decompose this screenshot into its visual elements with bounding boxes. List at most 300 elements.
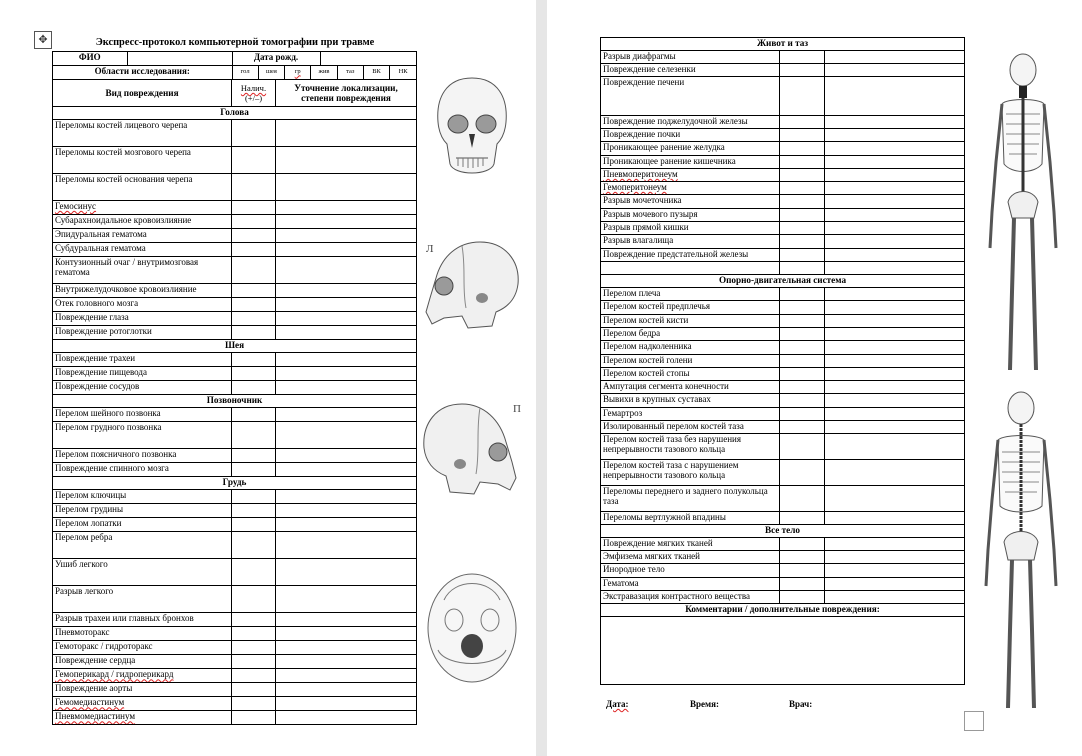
injury-label: Пневмоперитонеум: [601, 168, 780, 181]
presence-cell[interactable]: [780, 115, 825, 128]
injury-label: Разрыв мочеточника: [601, 195, 780, 208]
clarification-cell[interactable]: [276, 215, 417, 229]
table-row: [53, 215, 417, 229]
presence-cell[interactable]: [780, 407, 825, 420]
injury-label: Переломы вертлужной впадины: [601, 511, 780, 524]
presence-cell[interactable]: [232, 697, 276, 711]
clarification-cell[interactable]: [276, 119, 417, 146]
injury-label: Разрыв прямой кишки: [601, 222, 780, 235]
table-row: [53, 326, 417, 340]
presence-cell[interactable]: [780, 354, 825, 367]
table-row: [601, 115, 965, 128]
presence-cell[interactable]: [232, 463, 276, 477]
presence-cell[interactable]: [232, 229, 276, 243]
presence-cell[interactable]: [232, 586, 276, 613]
table-row: [601, 301, 965, 314]
presence-cell[interactable]: [232, 449, 276, 463]
table-row: [53, 312, 417, 326]
injury-label: Ушиб легкого: [53, 559, 232, 586]
injury-label: Повреждение предстательной железы: [601, 248, 780, 261]
presence-cell[interactable]: [780, 460, 825, 486]
clarification-cell[interactable]: [276, 353, 417, 367]
clarification-cell[interactable]: [825, 235, 965, 248]
presence-cell[interactable]: [780, 301, 825, 314]
presence-cell[interactable]: [232, 146, 276, 173]
clarification-cell[interactable]: [276, 641, 417, 655]
clarification-cell[interactable]: [276, 298, 417, 312]
table-row: [601, 208, 965, 221]
presence-cell[interactable]: [232, 257, 276, 284]
clarification-cell[interactable]: [276, 421, 417, 448]
table-row: [601, 367, 965, 380]
area-checkbox-4[interactable]: таз: [337, 66, 363, 79]
injury-label: Переломы переднего и заднего полукольца таза: [601, 485, 780, 511]
skull-right-label: П: [513, 403, 521, 415]
presence-cell[interactable]: [232, 243, 276, 257]
injury-label: Изолированный перелом костей таза: [601, 421, 780, 434]
table-row: [601, 590, 965, 603]
table-row: [53, 449, 417, 463]
table-row: [53, 298, 417, 312]
injury-label: Повреждение трахеи: [53, 353, 232, 367]
section-header: Грудь: [53, 477, 417, 490]
presence-cell[interactable]: [780, 168, 825, 181]
presence-cell[interactable]: [780, 195, 825, 208]
clarification-cell[interactable]: [825, 168, 965, 181]
skeleton-back-figure: [984, 390, 1058, 720]
clarification-cell[interactable]: [276, 627, 417, 641]
section-header: Опорно-двигательная система: [601, 275, 965, 288]
table-row: [53, 257, 417, 284]
clarification-cell[interactable]: [276, 173, 417, 200]
clarification-cell[interactable]: [825, 248, 965, 261]
table-row: [601, 50, 965, 63]
presence-cell[interactable]: [232, 711, 276, 725]
presence-cell[interactable]: [780, 314, 825, 327]
presence-cell[interactable]: [232, 503, 276, 517]
injury-label: Перелом поясничного позвонка: [53, 449, 232, 463]
presence-cell[interactable]: [232, 627, 276, 641]
presence-cell[interactable]: [232, 367, 276, 381]
presence-cell[interactable]: [232, 353, 276, 367]
presence-cell[interactable]: [780, 341, 825, 354]
presence-cell[interactable]: [780, 537, 825, 550]
presence-cell[interactable]: [780, 128, 825, 141]
clarification-cell[interactable]: [825, 222, 965, 235]
clarification-cell[interactable]: [825, 182, 965, 195]
clarification-cell[interactable]: [825, 421, 965, 434]
clarification-cell[interactable]: [825, 261, 965, 274]
injury-label: Повреждение поджелудочной железы: [601, 115, 780, 128]
clarification-cell[interactable]: [276, 449, 417, 463]
table-row: [53, 463, 417, 477]
injury-label: Инородное тело: [601, 564, 780, 577]
presence-cell[interactable]: [780, 590, 825, 603]
clarification-cell[interactable]: [276, 586, 417, 613]
area-checkbox-2[interactable]: гр: [285, 66, 311, 79]
presence-cell[interactable]: [780, 182, 825, 195]
injury-label: Разрыв легкого: [53, 586, 232, 613]
table-row: [53, 627, 417, 641]
table-row: [53, 353, 417, 367]
injury-label: Вывихи в крупных суставах: [601, 394, 780, 407]
injury-label: Повреждение сердца: [53, 655, 232, 669]
presence-cell[interactable]: [232, 531, 276, 558]
clarification-cell[interactable]: [825, 341, 965, 354]
table-row: [601, 381, 965, 394]
presence-cell[interactable]: [780, 485, 825, 511]
table-row: [601, 327, 965, 340]
presence-cell[interactable]: [232, 489, 276, 503]
injury-label: Разрыв диафрагмы: [601, 50, 780, 63]
dob-label: Дата рожд.: [232, 52, 320, 65]
table-row: [601, 354, 965, 367]
clarification-cell[interactable]: [276, 489, 417, 503]
injury-label: Гематома: [601, 577, 780, 590]
comments-field[interactable]: [601, 617, 965, 685]
clarification-cell[interactable]: [825, 590, 965, 603]
clarification-cell[interactable]: [825, 354, 965, 367]
clarification-cell[interactable]: [825, 434, 965, 460]
clarification-cell[interactable]: [825, 551, 965, 564]
footer-time-label: Время:: [690, 699, 719, 709]
presence-cell[interactable]: [780, 155, 825, 168]
clarification-cell[interactable]: [276, 669, 417, 683]
table-row: [601, 485, 965, 511]
clarification-cell[interactable]: [276, 284, 417, 298]
presence-cell[interactable]: [780, 327, 825, 340]
presence-cell[interactable]: [232, 683, 276, 697]
injury-label: [601, 261, 780, 274]
injury-label: Перелом костей таза с нарушением непрерывности тазового кольца: [601, 460, 780, 486]
table-row: [601, 314, 965, 327]
area-checkbox-3[interactable]: жив: [311, 66, 337, 79]
injury-label: Отек головного мозга: [53, 298, 232, 312]
injury-label: Гемомедиастинум: [53, 697, 232, 711]
presence-cell[interactable]: [780, 288, 825, 301]
area-checkbox-6[interactable]: НК: [398, 68, 408, 76]
presence-cell[interactable]: [232, 326, 276, 340]
table-row: [53, 119, 417, 146]
injury-label: Перелом костей предплечья: [601, 301, 780, 314]
presence-cell[interactable]: [232, 298, 276, 312]
skull-left-label: Л: [426, 243, 434, 255]
clarification-cell[interactable]: [276, 503, 417, 517]
dob-field[interactable]: [320, 52, 416, 65]
clarification-cell[interactable]: [825, 564, 965, 577]
presence-cell[interactable]: [780, 235, 825, 248]
table-row: [601, 261, 965, 274]
clarification-cell[interactable]: [825, 327, 965, 340]
injury-label: Эпидуральная гематома: [53, 229, 232, 243]
table-row: [53, 381, 417, 395]
table-row: [601, 511, 965, 524]
clarification-cell[interactable]: [825, 394, 965, 407]
clarification-cell[interactable]: [825, 511, 965, 524]
comments-header: Комментарии / дополнительные повреждения:: [601, 604, 965, 617]
injury-label: Повреждение спинного мозга: [53, 463, 232, 477]
injury-label: Гемосинус: [53, 201, 232, 215]
presence-cell[interactable]: [780, 564, 825, 577]
table-row: [601, 142, 965, 155]
presence-cell[interactable]: [780, 551, 825, 564]
table-row: [601, 564, 965, 577]
table-row: [53, 711, 417, 725]
table-row: [53, 243, 417, 257]
page-end-box: [964, 711, 984, 731]
injury-label: Экстравазация контрастного вещества: [601, 590, 780, 603]
table-row: [53, 655, 417, 669]
table-row: [601, 341, 965, 354]
table-row: [53, 669, 417, 683]
clarification-cell[interactable]: [825, 301, 965, 314]
clarification-cell[interactable]: [825, 77, 965, 115]
injury-label: Гемоперитонеум: [601, 182, 780, 195]
injury-label: Повреждение аорты: [53, 683, 232, 697]
right-form-table: [600, 37, 965, 685]
presence-cell[interactable]: [232, 312, 276, 326]
presence-cell[interactable]: [232, 655, 276, 669]
presence-cell[interactable]: [780, 50, 825, 63]
injury-label: Перелом грудного позвонка: [53, 421, 232, 448]
clarification-cell[interactable]: [276, 326, 417, 340]
injury-label: Перелом костей таза без нарушения непрерывности тазового кольца: [601, 434, 780, 460]
presence-cell[interactable]: [232, 613, 276, 627]
section-header: Все тело: [601, 525, 965, 538]
presence-cell[interactable]: [780, 421, 825, 434]
injury-label: Пневмомедиастинум: [53, 711, 232, 725]
skeleton-front-figure: [988, 52, 1058, 382]
area-checkbox-1[interactable]: шея: [258, 66, 284, 79]
skull-frontal-figure: [432, 76, 512, 182]
presence-cell[interactable]: [232, 381, 276, 395]
clarification-cell[interactable]: [276, 257, 417, 284]
injury-label: Перелом бедра: [601, 327, 780, 340]
clarification-cell[interactable]: [276, 407, 417, 421]
clarification-cell[interactable]: [276, 517, 417, 531]
injury-label: Повреждение сосудов: [53, 381, 232, 395]
clarification-cell[interactable]: [825, 155, 965, 168]
presence-cell[interactable]: [232, 407, 276, 421]
injury-label: Перелом костей стопы: [601, 367, 780, 380]
presence-cell[interactable]: [780, 511, 825, 524]
injury-label: Повреждение ротоглотки: [53, 326, 232, 340]
table-row: [53, 683, 417, 697]
table-row: [53, 201, 417, 215]
clarification-cell[interactable]: [825, 288, 965, 301]
presence-cell[interactable]: [780, 222, 825, 235]
injury-label: Повреждение селезенки: [601, 64, 780, 77]
presence-cell[interactable]: [232, 215, 276, 229]
presence-cell[interactable]: [780, 261, 825, 274]
skull-lateral-left-figure: [422, 238, 522, 334]
clarification-cell[interactable]: [276, 683, 417, 697]
injury-label: Перелом грудины: [53, 503, 232, 517]
table-row: [601, 64, 965, 77]
clarification-cell[interactable]: [276, 655, 417, 669]
clarification-cell[interactable]: [276, 711, 417, 725]
table-row: [601, 434, 965, 460]
presence-cell[interactable]: [780, 367, 825, 380]
table-row: [53, 284, 417, 298]
table-row: [53, 489, 417, 503]
presence-cell[interactable]: [232, 421, 276, 448]
injury-label: Разрыв мочевого пузыря: [601, 208, 780, 221]
presence-cell[interactable]: [232, 669, 276, 683]
table-row: [601, 128, 965, 141]
clarification-cell[interactable]: [276, 367, 417, 381]
table-row: [601, 155, 965, 168]
clarification-cell[interactable]: [276, 146, 417, 173]
injury-label: Повреждение пищевода: [53, 367, 232, 381]
table-row: [53, 503, 417, 517]
injury-label: Перелом плеча: [601, 288, 780, 301]
table-row: [601, 421, 965, 434]
presence-cell[interactable]: [780, 577, 825, 590]
table-row: [53, 586, 417, 613]
clarification-cell[interactable]: [276, 381, 417, 395]
table-move-handle[interactable]: ✥: [34, 31, 52, 49]
presence-cell[interactable]: [780, 142, 825, 155]
table-row: [601, 168, 965, 181]
clarification-cell[interactable]: [825, 367, 965, 380]
presence-cell[interactable]: [232, 284, 276, 298]
clarification-cell[interactable]: [825, 577, 965, 590]
clarification-cell[interactable]: [825, 460, 965, 486]
injury-label: Повреждение печени: [601, 77, 780, 115]
footer-doctor-label: Врач:: [789, 699, 813, 709]
injury-label: Перелом ребра: [53, 531, 232, 558]
table-row: [601, 195, 965, 208]
clarification-cell[interactable]: [276, 201, 417, 215]
clarification-cell[interactable]: [276, 243, 417, 257]
injury-label: Эмфизема мягких тканей: [601, 551, 780, 564]
injury-label: Перелом лопатки: [53, 517, 232, 531]
presence-cell[interactable]: [780, 77, 825, 115]
clarification-cell[interactable]: [276, 312, 417, 326]
clarification-cell[interactable]: [825, 115, 965, 128]
table-row: [53, 697, 417, 711]
presence-cell[interactable]: [232, 517, 276, 531]
presence-cell[interactable]: [232, 641, 276, 655]
section-header: Шея: [53, 340, 417, 353]
table-row: [53, 407, 417, 421]
presence-cell[interactable]: [780, 208, 825, 221]
presence-cell[interactable]: [232, 119, 276, 146]
fio-label: ФИО: [53, 52, 127, 65]
clarification-cell[interactable]: [825, 50, 965, 63]
injury-label: Субарахноидальное кровоизлияние: [53, 215, 232, 229]
table-row: [601, 407, 965, 420]
table-row: [53, 613, 417, 627]
section-header: Голова: [53, 106, 417, 119]
table-row: [53, 531, 417, 558]
clarification-cell[interactable]: [276, 229, 417, 243]
injury-label: Перелом ключицы: [53, 489, 232, 503]
section-header: Позвоночник: [53, 395, 417, 408]
clarification-cell[interactable]: [276, 613, 417, 627]
presence-header: Налич. (+/–): [232, 79, 276, 106]
table-row: [601, 288, 965, 301]
injury-label: Перелом надколенника: [601, 341, 780, 354]
areas-label: Области исследования:: [53, 66, 232, 79]
clarification-cell[interactable]: [825, 381, 965, 394]
injury-label: Переломы костей лицевого черепа: [53, 119, 232, 146]
left-form-table: [52, 51, 417, 725]
area-checkbox-0[interactable]: гол: [232, 66, 258, 79]
clarification-cell[interactable]: [825, 314, 965, 327]
presence-cell[interactable]: [780, 248, 825, 261]
injury-label: Гемоторакс / гидроторакс: [53, 641, 232, 655]
section-header: Живот и таз: [601, 38, 965, 51]
clarification-cell[interactable]: [825, 142, 965, 155]
table-row: [53, 229, 417, 243]
injury-label: Разрыв трахеи или главных бронхов: [53, 613, 232, 627]
table-row: [601, 235, 965, 248]
clarification-cell[interactable]: [276, 463, 417, 477]
injury-label: Гемартроз: [601, 407, 780, 420]
clarification-cell[interactable]: [825, 195, 965, 208]
clarification-cell[interactable]: [825, 128, 965, 141]
table-row: [53, 517, 417, 531]
injury-label: Повреждение глаза: [53, 312, 232, 326]
injury-label: Повреждение почки: [601, 128, 780, 141]
injury-label: Пневмоторакс: [53, 627, 232, 641]
fio-field[interactable]: [127, 52, 232, 65]
footer-date-label: Дата:: [606, 699, 629, 709]
clarification-cell[interactable]: [825, 208, 965, 221]
clarification-cell[interactable]: [825, 537, 965, 550]
presence-cell[interactable]: [232, 173, 276, 200]
table-row: [601, 394, 965, 407]
injury-type-header: Вид повреждения: [53, 79, 232, 106]
clarification-cell[interactable]: [276, 697, 417, 711]
clarification-cell[interactable]: [825, 64, 965, 77]
table-row: [601, 182, 965, 195]
presence-cell[interactable]: [780, 434, 825, 460]
table-row: [53, 367, 417, 381]
area-checkbox-5[interactable]: ВК: [363, 66, 389, 79]
table-row: [601, 577, 965, 590]
document-title: Экспресс-протокол компьютерной томографии при травме: [95, 37, 375, 48]
presence-cell[interactable]: [232, 201, 276, 215]
table-row: [601, 222, 965, 235]
clarification-cell[interactable]: [276, 531, 417, 558]
injury-label: Перелом костей кисти: [601, 314, 780, 327]
presence-cell[interactable]: [232, 559, 276, 586]
injury-label: Повреждение мягких тканей: [601, 537, 780, 550]
skull-lateral-right-figure: [420, 400, 520, 504]
table-row: [601, 537, 965, 550]
skull-base-figure: [424, 570, 520, 686]
injury-label: Субдуральная гематома: [53, 243, 232, 257]
clarification-cell[interactable]: [825, 407, 965, 420]
injury-label: Перелом шейного позвонка: [53, 407, 232, 421]
presence-cell[interactable]: [780, 64, 825, 77]
table-row: [601, 551, 965, 564]
injury-label: Переломы костей мозгового черепа: [53, 146, 232, 173]
table-row: [53, 421, 417, 448]
presence-cell[interactable]: [780, 381, 825, 394]
table-row: [601, 248, 965, 261]
injury-label: Контузионный очаг / внутримозговая гематома: [53, 257, 232, 284]
presence-cell[interactable]: [780, 394, 825, 407]
clarification-cell[interactable]: [276, 559, 417, 586]
table-row: [53, 173, 417, 200]
clarification-header: Уточнение локализации, степени повреждения: [276, 79, 417, 106]
injury-label: Разрыв влагалища: [601, 235, 780, 248]
clarification-cell[interactable]: [825, 485, 965, 511]
